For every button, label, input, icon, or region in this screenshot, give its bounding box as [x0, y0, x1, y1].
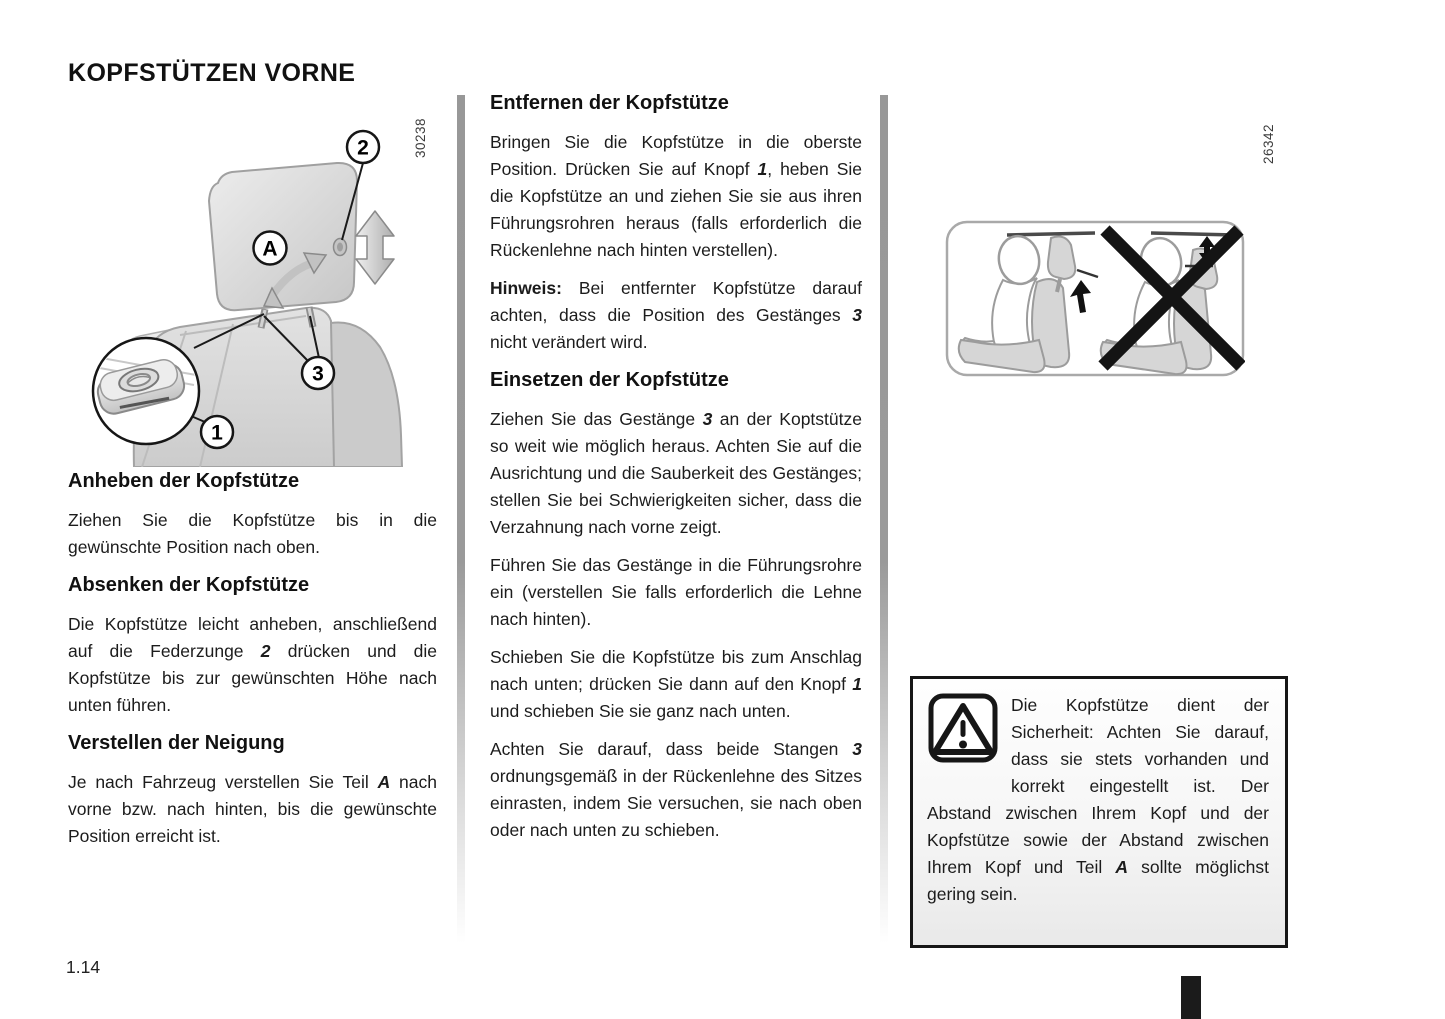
middle-column	[490, 90, 862, 855]
section-heading: Verstellen der Neigung	[68, 732, 285, 754]
left-column	[68, 468, 437, 861]
callout-1-label: 1	[211, 421, 223, 445]
paragraph: Ziehen Sie die Kopfstütze bis in die gewünschte Position nach oben.	[68, 510, 437, 557]
paragraph: Führen Sie das Gestänge in die Führungsrohre ein (verstellen Sie falls erforderlich die Lehne nach hinten).	[490, 555, 862, 629]
callout-2-label: 2	[357, 136, 369, 160]
page-title: KOPFSTÜTZEN VORNE	[68, 58, 356, 87]
figure-ref-left: 30238	[413, 117, 428, 158]
section-heading: Einsetzen der Kopfstütze	[490, 369, 729, 391]
headrest-seat-illustration	[68, 95, 443, 467]
callout-A-label: A	[262, 237, 278, 261]
paragraph: Achten Sie darauf, dass beide Stangen 3 ordnungsgemäß in der Rückenlehne des Sitzes einrasten, indem Sie versuchen, sie nach oben oder nach unten zu schieben.	[490, 739, 862, 840]
section-heading: Absenken der Kopfstütze	[68, 574, 310, 596]
page-number: 1.14	[66, 957, 101, 977]
warning-triangle-icon	[927, 692, 1011, 798]
paragraph: Schieben Sie die Kopfstütze bis zum Anschlag nach unten; drücken Sie dann auf den Knopf 1 und schieben Sie sie ganz nach unten.	[490, 647, 862, 721]
paragraph: Hinweis: Bei entfernter Kopfstütze darauf achten, dass die Position des Gestänges 3 nicht verändert wird.	[490, 278, 862, 352]
section-heading: Entfernen der Kopfstütze	[490, 92, 729, 114]
headrest-adjustment-pictogram	[945, 220, 1245, 377]
paragraph: Bringen Sie die Kopfstütze in die oberste Position. Drücken Sie auf Knopf 1, heben Sie die Kopfstütze an und ziehen Sie sie aus ihren Führungsrohren heraus (falls erforderlich die Rückenlehne nach hinten verstellen).	[490, 132, 862, 260]
chapter-tab-marker	[1181, 976, 1201, 1019]
figure-ref-right: 26342	[1261, 123, 1276, 164]
safety-warning-box	[910, 676, 1288, 948]
paragraph: Je nach Fahrzeug verstellen Sie Teil A nach vorne bzw. nach hinten, bis die gewünschte Position erreicht ist.	[68, 772, 437, 846]
up-down-arrow-icon	[356, 211, 394, 284]
column-divider-left	[457, 95, 465, 943]
callout-3-label: 3	[312, 362, 324, 386]
paragraph: Ziehen Sie das Gestänge 3 an der Koptstütze so weit wie möglich heraus. Achten Sie auf die Ausrichtung und die Sauberkeit des Gestänges; stellen Sie bei Schwierigkeiten sicher, dass die Verzahnung nach vorne zeigt.	[490, 409, 862, 537]
paragraph: Die Kopfstütze leicht anheben, anschließend auf die Federzunge 2 drücken und die Kopfstütze bis zur gewünschten Höhe nach unten führen.	[68, 614, 437, 715]
warning-text: Die Kopfstütze dient der Sicherheit: Achten Sie darauf, dass sie stets vorhanden und korrekt eingestellt ist. Der Abstand zwischen Ihrem Kopf und der Kopfstütze sowie der Abstand zwischen Ihrem Kopf und Teil A sollte möglichst gering sein.	[927, 695, 1269, 904]
column-divider-right	[880, 95, 888, 943]
section-heading: Anheben der Kopfstütze	[68, 470, 300, 492]
